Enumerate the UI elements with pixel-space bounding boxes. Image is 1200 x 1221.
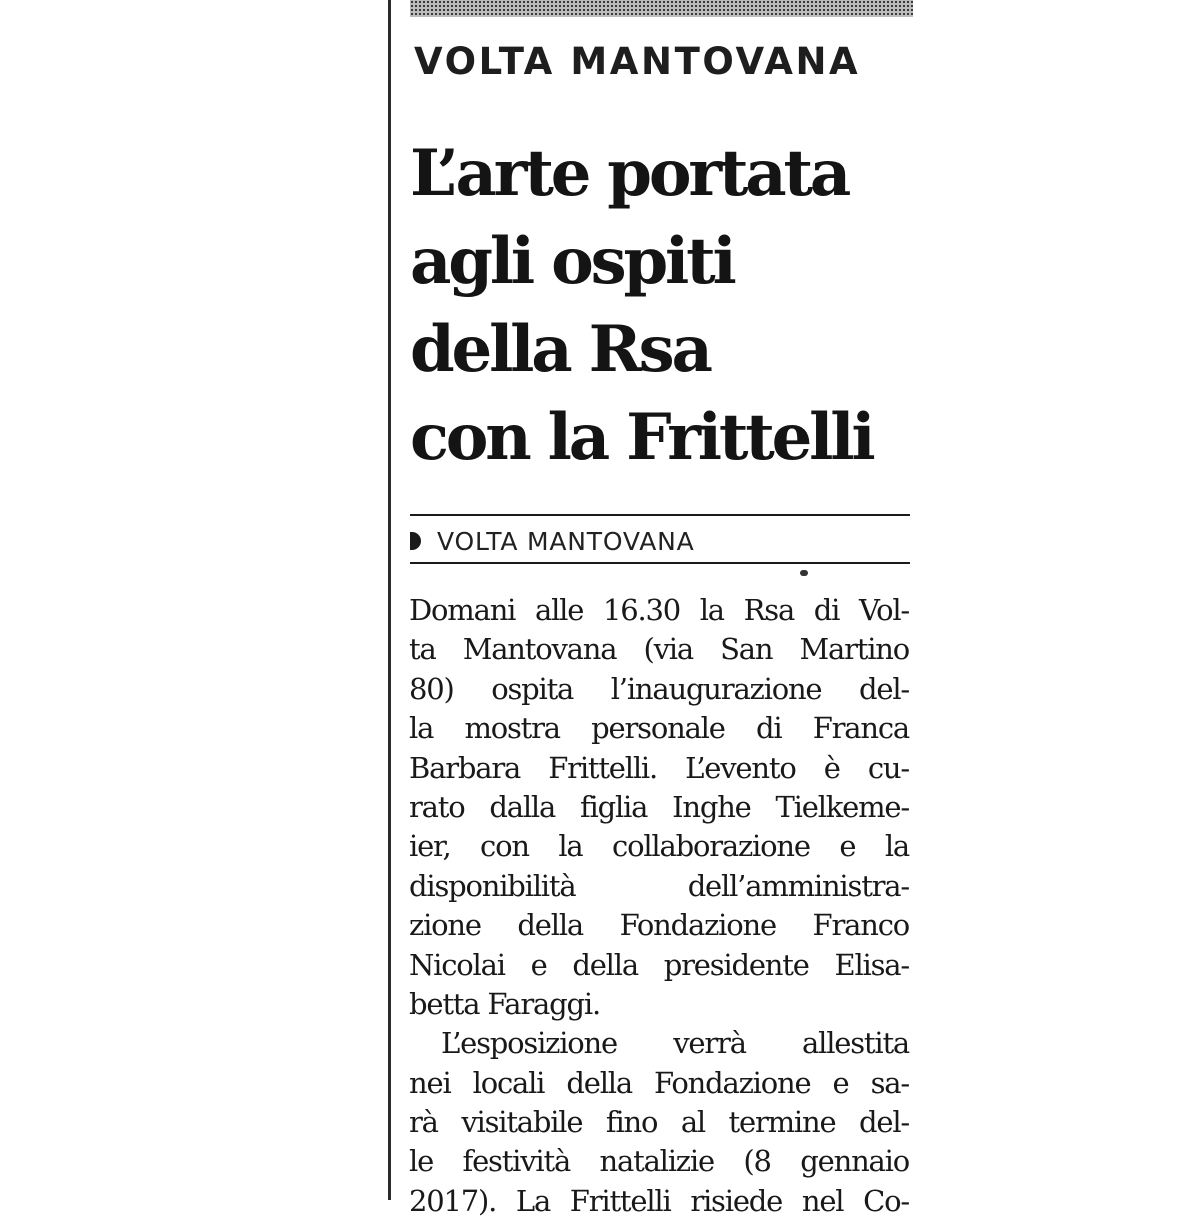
dateline-bullet-icon bbox=[410, 532, 421, 550]
body-line: rà visitabile fino al termine del- bbox=[409, 1105, 909, 1140]
body-line: le festività natalizie (8 gennaio bbox=[409, 1144, 909, 1179]
dateline-top-rule bbox=[410, 514, 910, 516]
body-line: Barbara Frittelli. L’evento è cu- bbox=[409, 750, 909, 785]
body-line: 80) ospita l’inaugurazione del- bbox=[409, 671, 909, 706]
body-line: rato dalla figlia Inghe Tielkeme- bbox=[409, 789, 909, 824]
body-line: Domani alle 16.30 la Rsa di Vol- bbox=[409, 593, 909, 627]
body-line: 2017). La Frittelli risiede nel Co- bbox=[409, 1183, 909, 1218]
body-line: ta Mantovana (via San Martino bbox=[409, 632, 909, 667]
body-line: L’esposizione verrà allestita bbox=[441, 1026, 909, 1061]
headline-line: della Rsa bbox=[410, 312, 710, 387]
body-line: nei locali della Fondazione e sa- bbox=[409, 1065, 909, 1100]
halftone-band bbox=[410, 0, 913, 17]
kicker: VOLTA MANTOVANA bbox=[414, 40, 861, 83]
headline-line: agli ospiti bbox=[410, 224, 734, 299]
column-rule bbox=[388, 0, 391, 1200]
body-line: zione della Fondazione Franco bbox=[409, 908, 909, 943]
article-body bbox=[409, 591, 909, 1221]
body-line: Nicolai e della presidente Elisa- bbox=[409, 947, 909, 982]
body-line: disponibilità dell’amministra- bbox=[409, 868, 909, 903]
dateline bbox=[410, 524, 695, 558]
print-speck bbox=[800, 570, 808, 576]
headline-line: con la Frittelli bbox=[410, 400, 873, 475]
dateline-bottom-rule bbox=[410, 562, 910, 564]
dateline-text: VOLTA MANTOVANA bbox=[437, 526, 695, 556]
body-line: betta Faraggi. bbox=[409, 986, 600, 1021]
headline-line: L’arte portata bbox=[410, 136, 849, 211]
body-line: la mostra personale di Franca bbox=[409, 711, 909, 746]
body-line: ier, con la collaborazione e la bbox=[409, 829, 909, 864]
headline bbox=[410, 130, 930, 482]
